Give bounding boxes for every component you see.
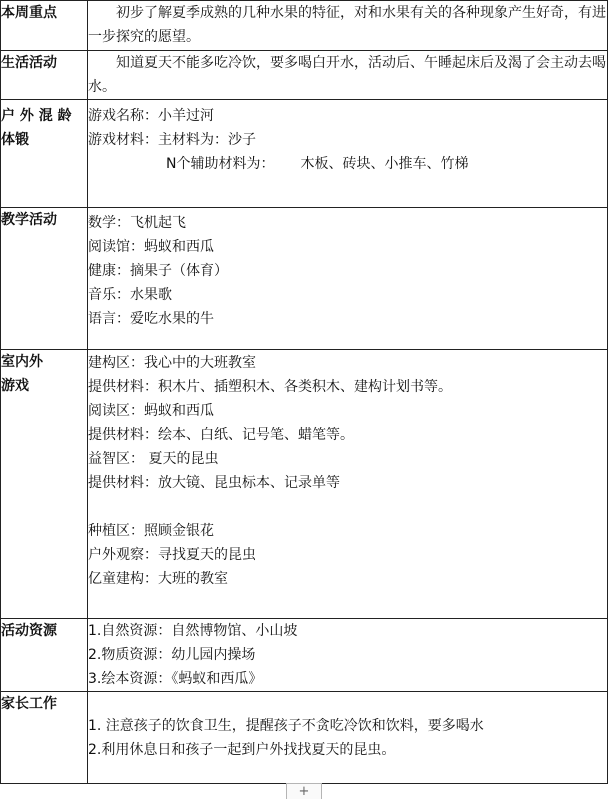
indoor-item: 提供材料：放大镜、昆虫标本、记录单等 [88,475,340,491]
indoor-item: 益智区： 夏天的昆虫 [88,451,219,467]
content-teaching [88,208,608,350]
label-teaching: 教学活动 [1,208,88,350]
outdoor-materials-aux-label: N个辅助材料为： [166,156,275,172]
content-outdoor [88,100,608,208]
teaching-item: 健康：摘果子（体育） [88,263,228,279]
indoor-item: 亿童建构：大班的教室 [88,571,228,587]
indoor-item: 建构区：我心中的大班教室 [88,355,256,371]
add-row-button[interactable]: + [286,783,322,799]
indoor-item: 阅读区：蚂蚁和西瓜 [88,403,214,419]
resource-item: 1.自然资源：自然博物馆、小山坡 [88,623,298,639]
content-indoor [88,350,608,619]
resource-item: 2.物质资源：幼儿园内操场 [88,647,256,663]
label-resources: 活动资源 [1,619,88,692]
indoor-item: 提供材料：积木片、插塑积木、各类积木、建构计划书等。 [88,379,452,395]
outdoor-materials-aux-items: 木板、砖块、小推车、竹梯 [300,156,469,172]
indoor-item: 种植区：照顾金银花 [88,523,214,539]
label-outdoor-line1: 户 外 混 龄 [1,108,72,124]
teaching-item: 语言：爱吃水果的牛 [88,311,214,327]
parent-item: 1. 注意孩子的饮食卫生，提醒孩子不贪吃冷饮和饮料，要多喝水 [88,717,484,734]
outdoor-materials-main: 游戏材料：主材料为：沙子 [88,132,256,148]
resource-item: 3.绘本资源：《蚂蚁和西瓜》 [88,671,263,687]
row-parents [1,692,608,784]
row-teaching [1,208,608,350]
label-indoor-line2: 游戏 [1,378,29,394]
row-resources [1,619,608,692]
teaching-item: 阅读馆：蚂蚁和西瓜 [88,239,214,255]
row-outdoor [1,100,608,208]
label-life: 生活活动 [1,51,88,100]
parent-item: 2.利用休息日和孩子一起到户外找找夏天的昆虫。 [88,741,396,758]
teaching-item: 数学：飞机起飞 [88,215,186,231]
row-life [1,51,608,100]
label-indoor-line1: 室内外 [1,354,43,370]
indoor-blank-line [88,495,607,519]
focus-text: 初步了解夏季成熟的几种水果的特征，对和水果有关的各种现象产生好奇，有进一步探究的愿望。 [88,5,606,45]
label-outdoor [1,100,88,208]
content-focus [88,1,608,51]
content-resources [88,619,608,692]
teaching-item: 音乐：水果歌 [88,287,172,303]
label-indoor [1,350,88,619]
label-outdoor-line2: 体锻 [1,132,29,148]
indoor-item: 提供材料：绘本、白纸、记号笔、蜡笔等。 [88,427,354,443]
content-parents [88,692,608,784]
indoor-item: 户外观察：寻找夏天的昆虫 [88,547,256,563]
outdoor-materials-aux [88,152,607,176]
content-life [88,51,608,100]
label-focus: 本周重点 [1,1,88,51]
row-focus [1,1,608,51]
row-indoor [1,350,608,619]
label-parents: 家长工作 [1,692,88,784]
outdoor-game-name: 游戏名称：小羊过河 [88,108,214,124]
life-text: 知道夏天不能多吃冷饮，要多喝白开水，活动后、午睡起床后及渴了会主动去喝水。 [88,55,606,95]
